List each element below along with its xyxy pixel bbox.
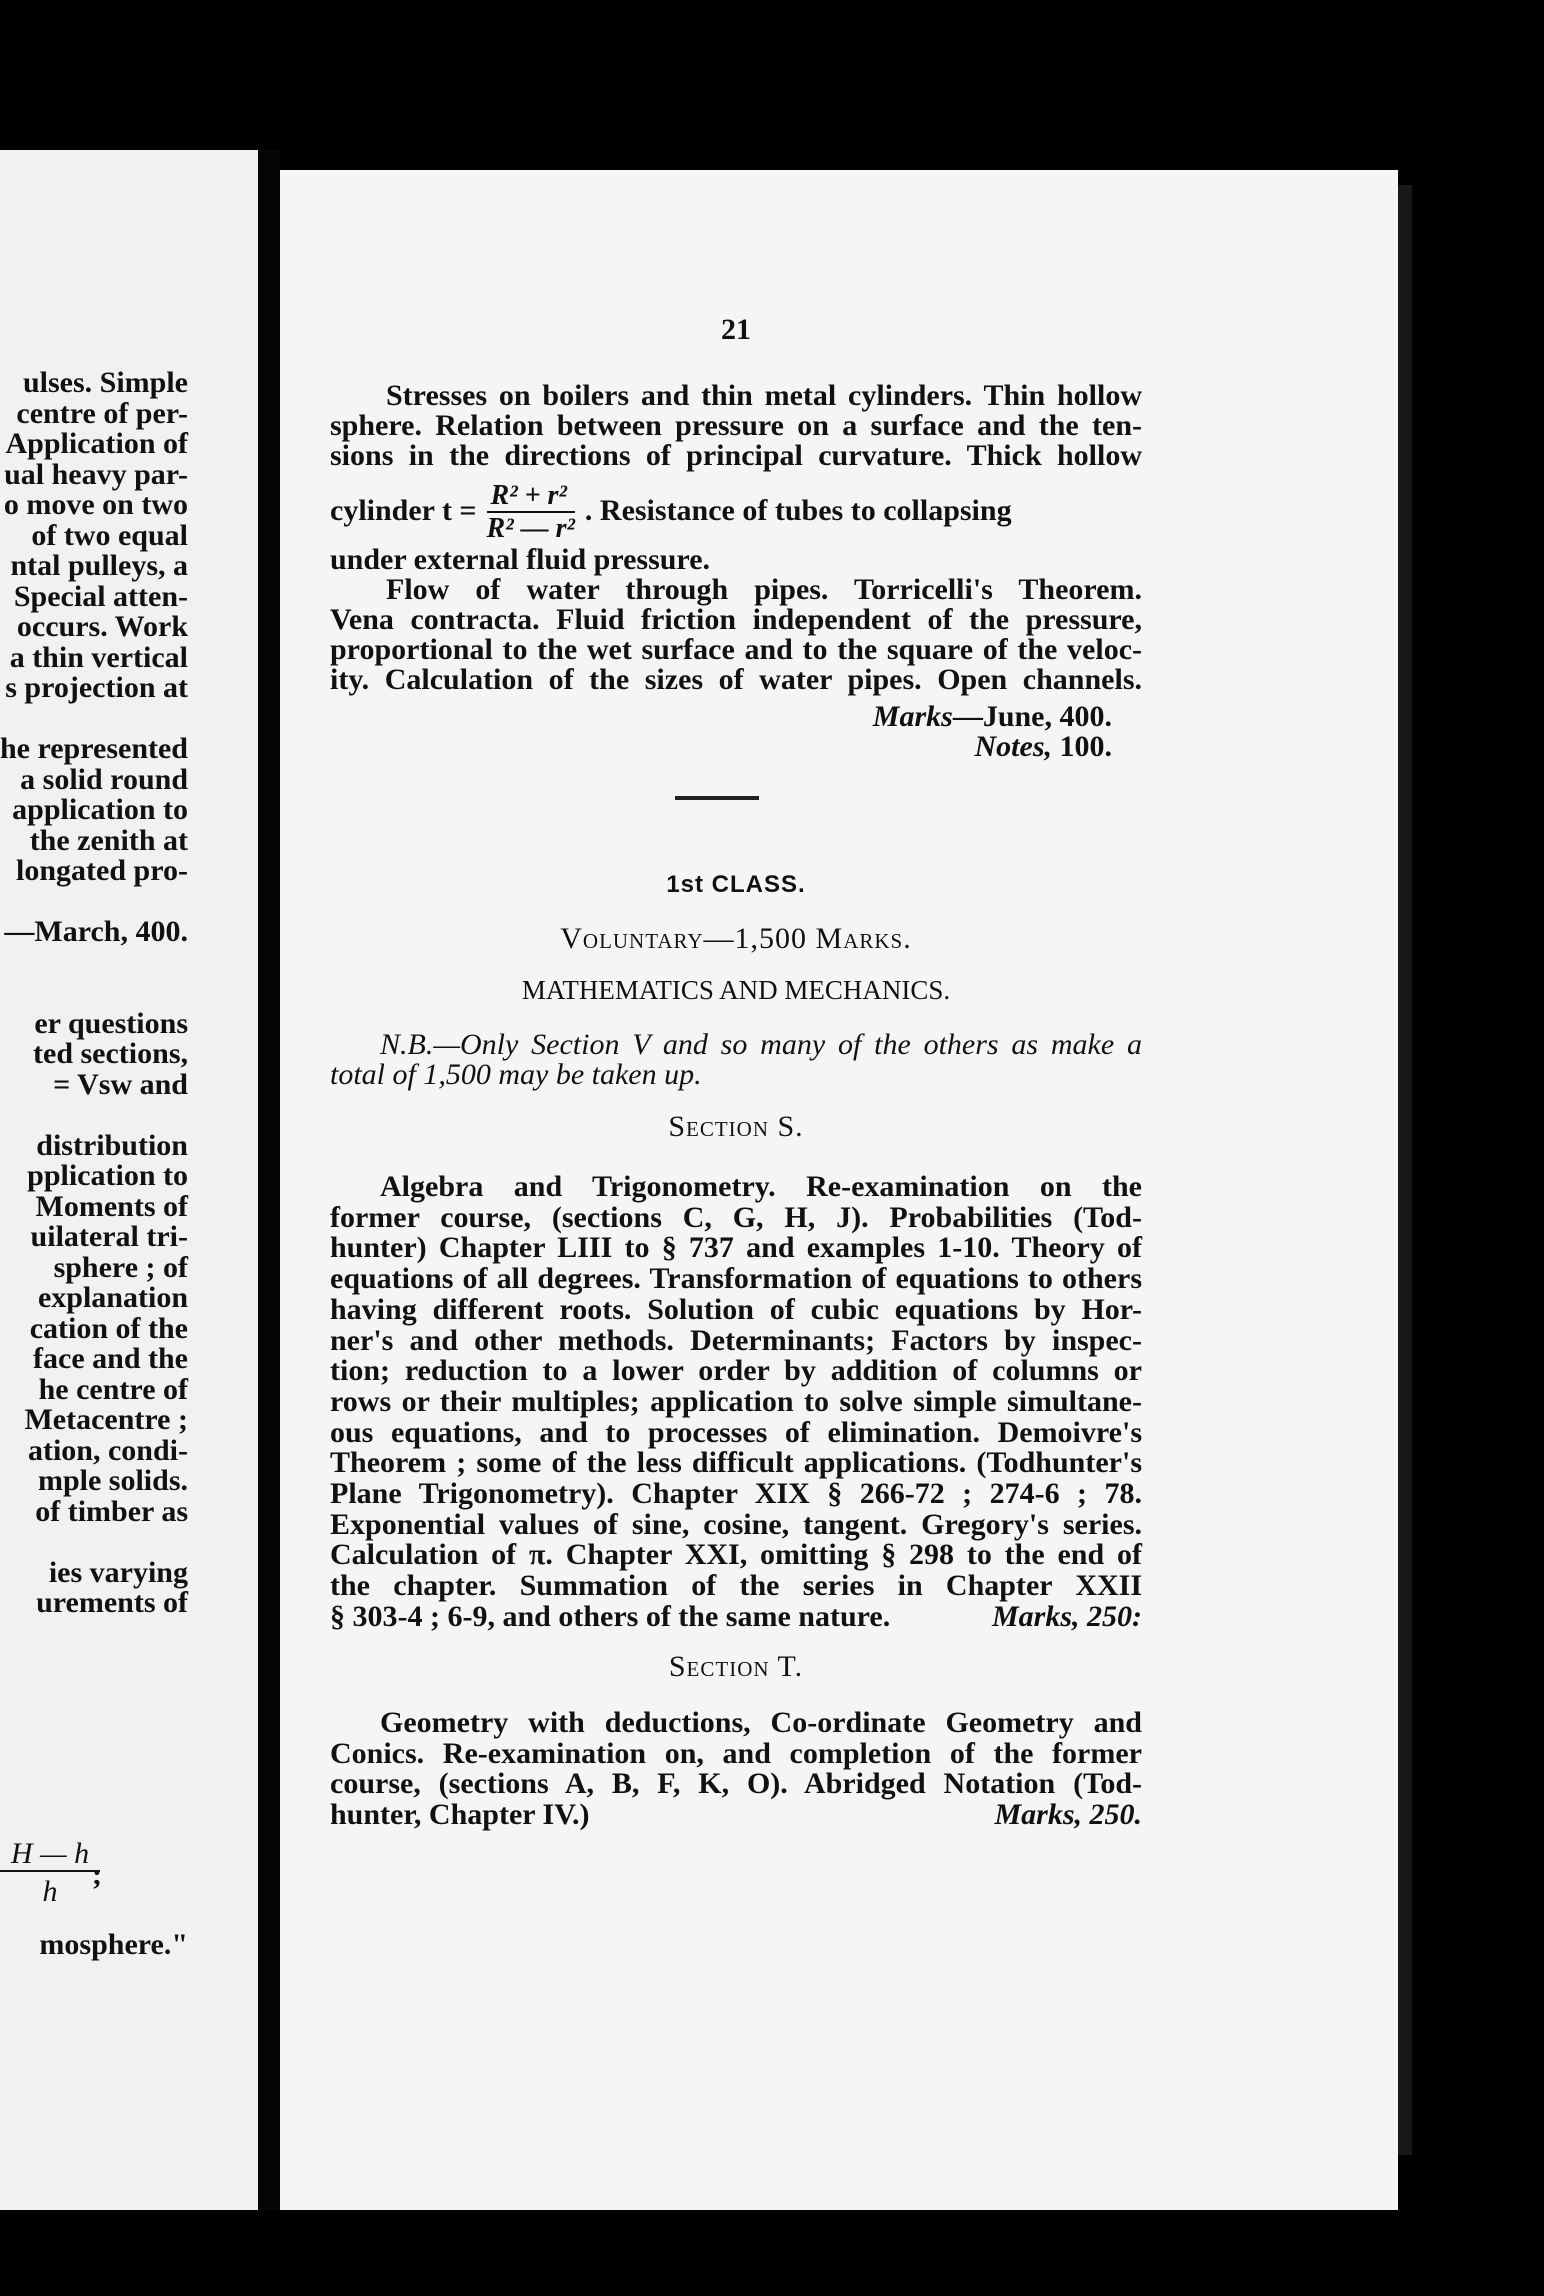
left-page-line: urements of [36, 1586, 188, 1619]
left-page [0, 150, 258, 2210]
formula-prefix: cylinder t = [330, 494, 477, 527]
text-line: Geometry with deductions, Co-ordinate Geometry and [380, 1706, 1142, 1739]
left-page-line: Special atten- [13, 579, 188, 613]
left-page-line: er questions [34, 1006, 188, 1040]
voluntary-heading: Voluntary—1,500 Marks. [560, 922, 912, 955]
section-s-marks: Marks, 250: [991, 1600, 1142, 1633]
left-page-line: ies varying [48, 1555, 188, 1589]
text-line: the chapter. Summation of the series in Chapter XXII [330, 1569, 1142, 1603]
left-page-line: Moments of [35, 1189, 188, 1223]
left-page-line: a thin vertical [9, 640, 188, 674]
left-page-line: Metacentre ; [24, 1403, 188, 1436]
formula-line [330, 476, 1142, 546]
left-page-line: sphere ; of [53, 1250, 188, 1284]
section-divider [675, 796, 759, 800]
left-page-line: —March, 400. [4, 915, 188, 948]
left-page-line: uilateral tri- [30, 1220, 188, 1253]
left-fraction-denominator: h [42, 1875, 58, 1908]
left-page-line: longated pro- [16, 854, 188, 887]
left-page-line: mple solids. [37, 1464, 188, 1497]
left-last-line: mosphere." [39, 1928, 188, 1961]
text-line: Plane Trigonometry). Chapter XIX § 266-72 ; 274-6 ; 78. [330, 1477, 1142, 1510]
section-t-heading: Section T. [668, 1650, 804, 1683]
nb-line: total of 1,500 may be taken up. [330, 1058, 702, 1091]
left-page-line: face and the [33, 1342, 188, 1375]
left-page-line: he represented [0, 732, 188, 765]
text-line: proportional to the wet surface and to the square of the veloc- [330, 633, 1142, 666]
left-page-line: o move on two [3, 488, 188, 521]
text-line: Exponential values of sine, cosine, tangent. Gregory's series. [330, 1507, 1142, 1541]
text-line: sphere. Relation between pressure on a surface and the ten- [330, 409, 1142, 442]
text-line: ous equations, and to processes of elimination. Demoivre's [330, 1415, 1142, 1449]
text-line: having different roots. Solution of cubic equations by Hor- [330, 1292, 1142, 1326]
text-line: equations of all degrees. Transformation of equations to others [330, 1262, 1142, 1296]
text-line: Flow of water through pipes. Torricelli's Theorem. [386, 573, 1142, 606]
text-line: former course, (sections C, G, H, J). Probabilities (Tod- [330, 1200, 1142, 1234]
left-page-line: explanation [37, 1281, 188, 1314]
left-page-line: he centre of [38, 1372, 188, 1406]
text-line: Calculation of π. Chapter XXI, omitting § 298 to the end of [330, 1538, 1142, 1572]
text-line: under external fluid pressure. [330, 543, 711, 576]
notes-value: 100. [1059, 730, 1112, 763]
left-page-line: ulses. Simple [22, 366, 188, 399]
left-page-line: distribution [36, 1128, 188, 1162]
left-page-line: pplication to [27, 1159, 188, 1192]
section-s-heading: Section S. [668, 1110, 804, 1143]
text-line: rows or their multiples; application to solve simple simultane- [330, 1384, 1142, 1418]
text-line: Theorem ; some of the less difficult applications. (Todhunter's [330, 1446, 1142, 1480]
book-gutter [258, 150, 280, 2210]
text-line: Stresses on boilers and thin metal cylinders. Thin hollow [386, 379, 1142, 412]
left-page-line: = Vsw and [53, 1067, 188, 1101]
text-line: course, (sections A, B, F, K, O). Abridged Notation (Tod- [330, 1767, 1142, 1801]
text-line: tion; reduction to a lower order by addition of columns or [330, 1354, 1142, 1388]
left-fraction-numerator: H — h [0, 1838, 100, 1872]
left-page-line: application to [12, 793, 188, 826]
text-line: Vena contracta. Fluid friction independent of the pressure, [330, 603, 1142, 636]
left-fraction [0, 1838, 100, 1912]
subject-heading: MATHEMATICS AND MECHANICS. [521, 975, 951, 1005]
formula-fraction [487, 481, 575, 545]
left-page-line: cation of the [29, 1311, 188, 1345]
left-page-line: the zenith at [29, 823, 188, 857]
notes-label: Notes, [974, 730, 1052, 763]
text-line: hunter, Chapter IV.) [330, 1798, 590, 1831]
text-line: Algebra and Trigonometry. Re-examination on the [380, 1170, 1142, 1203]
left-page-line: occurs. Work [16, 610, 188, 643]
marks-label: Marks [872, 700, 953, 733]
page-edge [1398, 185, 1412, 2155]
left-page-line: of timber as [35, 1494, 188, 1528]
formula-numerator: R² + r² [487, 481, 575, 513]
left-page-line: ntal pulleys, a [10, 549, 188, 582]
left-page-line: centre of per- [16, 396, 188, 430]
nb-line: N.B.—Only Section V and so many of the others as make a [380, 1028, 1142, 1061]
text-line: § 303-4 ; 6-9, and others of the same nature. [330, 1600, 891, 1633]
left-page-line: of two equal [31, 518, 188, 552]
left-page-line: s projection at [5, 671, 188, 704]
left-page-line: ation, condi- [27, 1433, 188, 1467]
text-line: Conics. Re-examination on, and completion of the former [330, 1736, 1142, 1770]
left-page-line: a solid round [20, 762, 188, 796]
left-page-line: ted sections, [33, 1037, 188, 1070]
notes-line [330, 732, 1142, 762]
marks-value: —June, 400. [952, 700, 1112, 733]
text-line: hunter) Chapter LIII to § 737 and examples 1-10. Theory of [330, 1231, 1142, 1265]
marks-june [330, 702, 1142, 732]
text-line: sions in the directions of principal curvature. Thick hollow [330, 439, 1142, 472]
class-heading: 1st CLASS. [666, 871, 806, 898]
text-line: ner's and other methods. Determinants; Factors by inspec- [330, 1323, 1142, 1357]
text-line: ity. Calculation of the sizes of water pipes. Open channels. [330, 663, 1142, 696]
formula-denominator: R² — r² [486, 513, 575, 545]
formula-suffix: . Resistance of tubes to collapsing [584, 494, 1012, 527]
page-number: 21 [721, 313, 751, 346]
left-page-line: ual heavy par- [4, 457, 188, 491]
left-fraction-suffix: ; [92, 1858, 102, 1891]
section-t-marks: Marks, 250. [994, 1798, 1142, 1831]
left-page-line: Application of [5, 427, 188, 460]
